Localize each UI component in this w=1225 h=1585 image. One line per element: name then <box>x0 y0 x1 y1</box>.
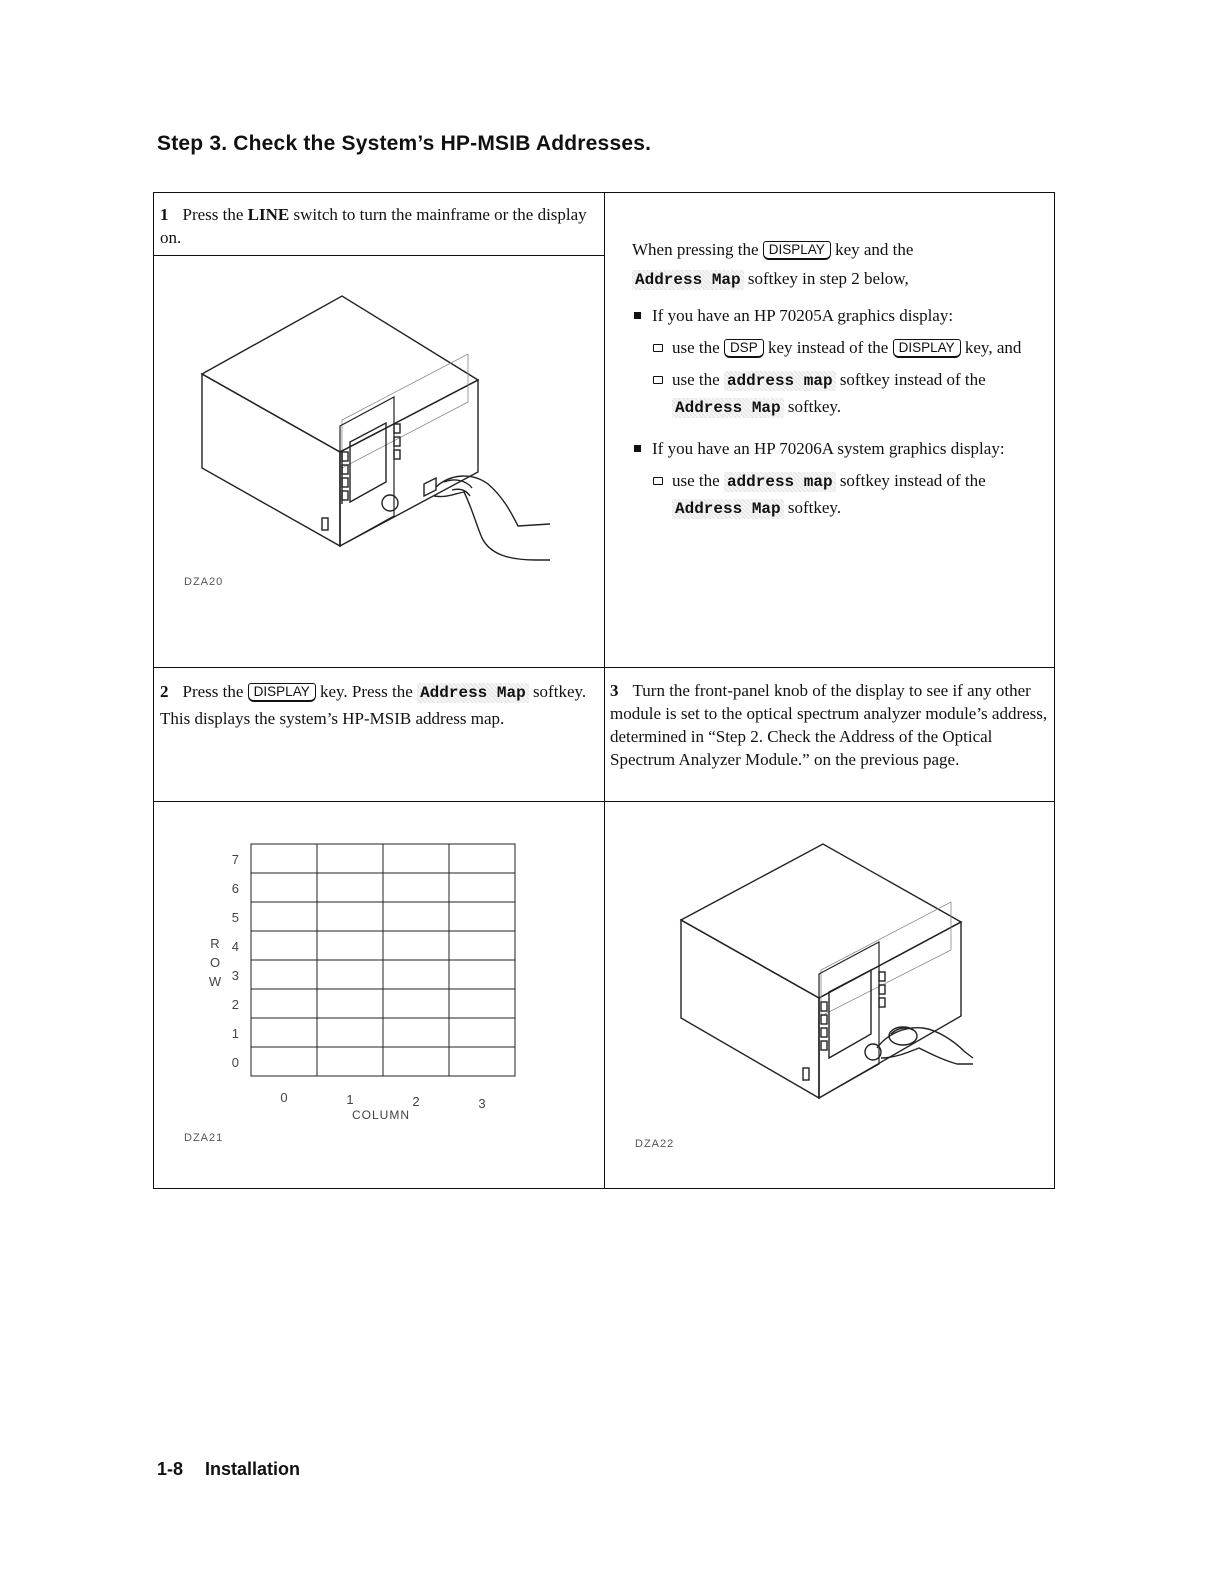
sub-item-dsp-key <box>652 335 1042 361</box>
step2-text-a: Press the <box>182 682 244 701</box>
grid-cell <box>383 989 449 1018</box>
figure-mainframe-power <box>154 256 604 666</box>
row-label: 0 <box>231 1055 239 1070</box>
grid-cell <box>383 931 449 960</box>
note-bullets <box>632 304 1042 522</box>
sub-text: key, and <box>964 338 1022 357</box>
row-label: 4 <box>231 939 239 954</box>
column-label: 1 <box>346 1092 354 1107</box>
display-key: DISPLAY <box>893 339 961 358</box>
address-map-softkey: Address Map <box>672 398 784 418</box>
grid-cell <box>251 989 317 1018</box>
row-axis-letter: R <box>210 936 220 951</box>
grid-cell <box>383 902 449 931</box>
display-note <box>632 238 1042 522</box>
grid-cell <box>317 989 383 1018</box>
address-map-grid <box>154 802 604 1188</box>
step2-text <box>160 679 596 732</box>
grid-cell <box>251 1047 317 1076</box>
address-map-lower-softkey: address map <box>724 371 836 391</box>
note-intro-text-3: softkey in step 2 below, <box>747 269 909 288</box>
bullet-70205a-text: If you have an HP 70205A graphics display: <box>652 306 954 325</box>
grid-cell <box>317 844 383 873</box>
address-map-softkey: Address Map <box>632 270 744 290</box>
page-heading: Step 3. Check the System’s HP-MSIB Addresses. <box>157 132 652 155</box>
step3-body: Turn the front-panel knob of the display to see if any other module is set to the optical spectrum analyzer module’s address, determined in “Step 2. Check the Address of the Optical Spectrum Analyzer Module.” on the previous page. <box>610 681 1048 769</box>
step1-text <box>160 203 600 249</box>
grid-cell <box>251 931 317 960</box>
grid-cell <box>251 1018 317 1047</box>
grid-cell <box>383 844 449 873</box>
address-map-softkey: Address Map <box>672 499 784 519</box>
grid-cell <box>317 902 383 931</box>
address-map-lower-softkey: address map <box>724 472 836 492</box>
row-axis-letter: O <box>209 955 221 970</box>
step3-text <box>610 679 1050 771</box>
grid-cell <box>449 844 515 873</box>
step1-text-a: Press the <box>182 205 244 224</box>
grid-cell <box>449 931 515 960</box>
mainframe-illustration <box>154 256 604 666</box>
address-map-softkey: Address Map <box>417 683 529 703</box>
line-switch-label: LINE <box>247 205 290 224</box>
step1-text-b: switch to turn the mainframe or the display on. <box>160 205 587 247</box>
row-label: 2 <box>231 997 239 1012</box>
column-axis-title: COLUMN <box>351 1108 411 1122</box>
sub-text: use the <box>672 370 720 389</box>
grid-cell <box>317 931 383 960</box>
grid-cell <box>383 960 449 989</box>
row-label: 3 <box>231 968 239 983</box>
procedure-table <box>153 192 1055 1189</box>
sub-text: softkey. <box>787 498 842 517</box>
step1-number: 1 <box>160 205 169 224</box>
grid-cell <box>449 1018 515 1047</box>
grid-cell <box>383 1018 449 1047</box>
display-key: DISPLAY <box>763 241 831 260</box>
note-intro-text-2: key and the <box>835 240 914 259</box>
step2-number: 2 <box>160 682 169 701</box>
grid-cell <box>251 960 317 989</box>
row-label: 1 <box>231 1026 239 1041</box>
row-axis-letter: W <box>208 974 222 989</box>
grid-cell <box>317 1047 383 1076</box>
step3-number: 3 <box>610 681 619 700</box>
grid-cell <box>449 989 515 1018</box>
grid-cell <box>317 873 383 902</box>
bullet-70206a-subitems <box>652 468 1042 522</box>
column-label: 3 <box>478 1096 486 1111</box>
sub-text: use the <box>672 338 720 357</box>
figure-address-map <box>154 802 604 1188</box>
sub-text: use the <box>672 471 720 490</box>
page-number: 1-8 <box>157 1459 184 1479</box>
grid-cell <box>449 960 515 989</box>
step2-text-b: key. Press the <box>319 682 413 701</box>
page-footer <box>157 1459 300 1480</box>
column-label: 2 <box>412 1094 420 1109</box>
note-intro <box>632 238 1042 292</box>
section-name: Installation <box>205 1459 301 1479</box>
grid-cell <box>251 844 317 873</box>
sub-text: key instead of the <box>767 338 889 357</box>
note-intro-text-1: When pressing the <box>632 240 759 259</box>
figure-knob <box>605 802 1054 1188</box>
column-label: 0 <box>280 1090 288 1105</box>
grid-cell <box>383 1047 449 1076</box>
grid-cell <box>251 873 317 902</box>
grid-cell <box>449 873 515 902</box>
bullet-70206a-text: If you have an HP 70206A system graphics display: <box>652 439 1005 458</box>
bullet-70206a <box>632 437 1042 522</box>
knob-illustration <box>605 802 1054 1188</box>
bullet-70205a-subitems <box>652 335 1042 421</box>
grid-cell <box>317 1018 383 1047</box>
sub-item-address-map <box>652 367 1042 421</box>
sub-text: softkey instead of the <box>839 370 986 389</box>
sub-text: softkey. <box>787 397 842 416</box>
dsp-key: DSP <box>724 339 764 358</box>
figure-label-dza22: DZA22 <box>635 1138 675 1150</box>
row-label: 6 <box>231 881 239 896</box>
sub-item-address-map <box>652 468 1042 522</box>
grid-cell <box>383 873 449 902</box>
grid-cell <box>317 960 383 989</box>
bullet-70205a <box>632 304 1042 421</box>
figure-label-dza21: DZA21 <box>184 1132 224 1144</box>
row-label: 7 <box>231 852 239 867</box>
figure-label-dza20: DZA20 <box>184 576 224 588</box>
grid-cell <box>449 902 515 931</box>
sub-text: softkey instead of the <box>839 471 986 490</box>
grid-cell <box>251 902 317 931</box>
row-label: 5 <box>231 910 239 925</box>
step2-text-c: softkey. This displays the system’s HP-MSIB address map. <box>160 682 587 728</box>
display-key: DISPLAY <box>248 683 316 702</box>
grid-cell <box>449 1047 515 1076</box>
